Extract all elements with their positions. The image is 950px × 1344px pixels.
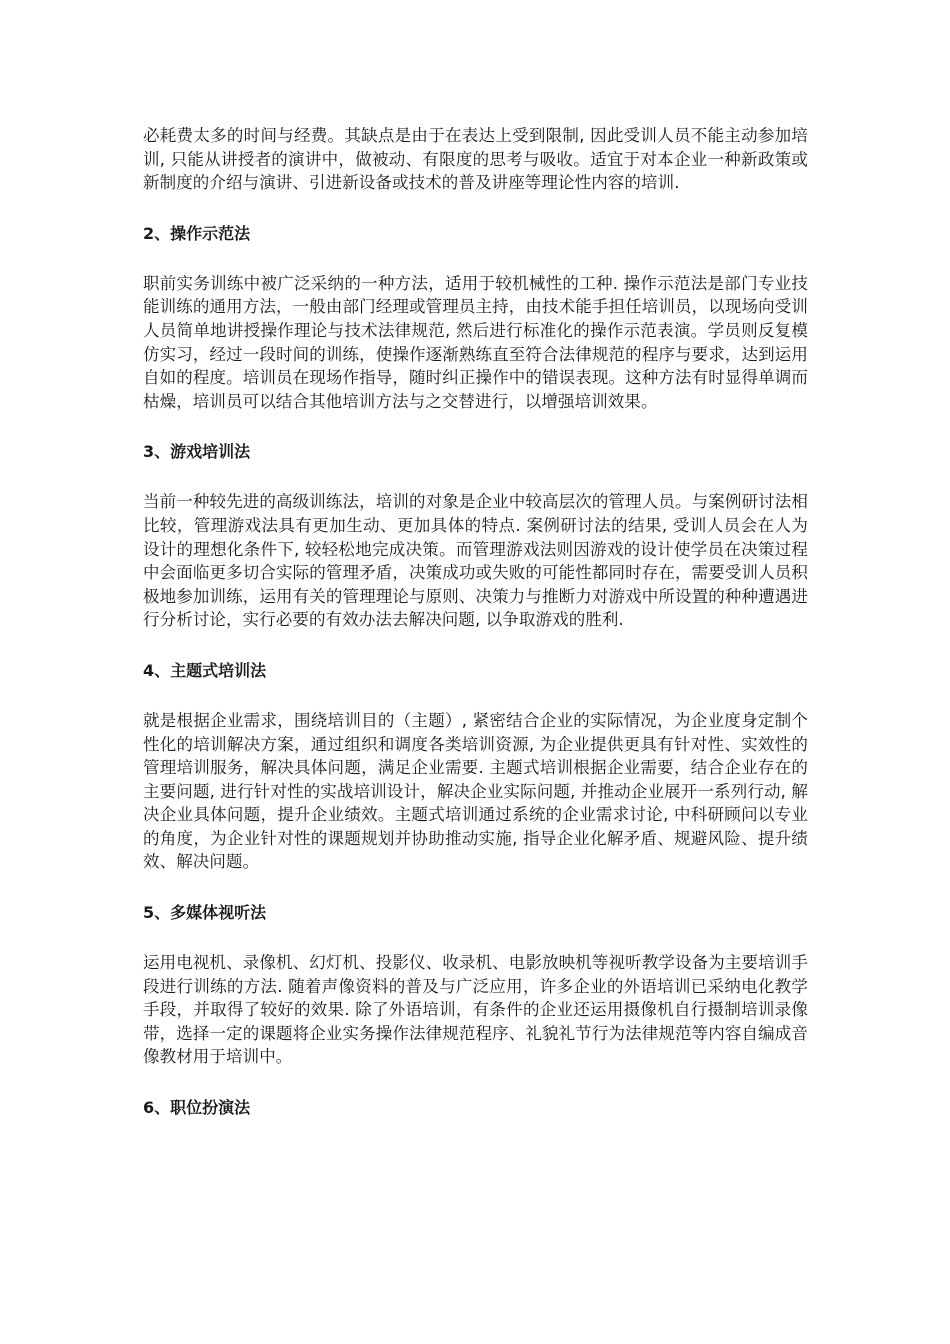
- heading-game-training-method: 3、游戏培训法: [143, 442, 251, 462]
- heading-operation-demo-method: 2、操作示范法: [143, 223, 251, 243]
- document-body: [143, 124, 808, 1119]
- paragraph-theme-training-method: 就是根据企业需求，围绕培训目的（主题）, 紧密结合企业的实际情况，为企业度身定制个性化的培训解决方案，通过组织和调度各类培训资源, 为企业提供更具有针对性、实效性的管理培训服务，解决具体问题，满足企业需要. 主题式培训根据企业需要，结合企业存在的主要问题, 进行针对性的实战培训设计，解决企业实际问题, 并推动企业展开一系列行动, 解决企业具体问题，提升企业绩效。主题式培训通过系统的企业需求讨论, 中科研顾问以专业的角度，为企业针对性的课题规划并协助推动实施, 指导企业化解矛盾、规避风险、提升绩效、解决问题。: [143, 710, 808, 872]
- heading-multimedia-method: 5、多媒体视听法: [143, 903, 267, 923]
- paragraph-multimedia-method: 运用电视机、录像机、幻灯机、投影仪、收录机、电影放映机等视听教学设备为主要培训手段进行训练的方法. 随着声像资料的普及与广泛应用，许多企业的外语培训已采纳电化教学手段，并取得了较好的效果. 除了外语培训，有条件的企业还运用摄像机自行摄制培训录像带，选择一定的课题将企业实务操作法律规范程序、礼貌礼节行为法律规范等内容自编成音像教材用于培训中。: [143, 953, 808, 1067]
- heading-theme-training-method: 4、主题式培训法: [143, 660, 267, 680]
- paragraph-lecture-method-continued: 必耗费太多的时间与经费。其缺点是由于在表达上受到限制, 因此受训人员不能主动参加培训, 只能从讲授者的演讲中，做被动、有限度的思考与吸收。适宜于对本企业一种新政策或新制度的介绍与演讲、引进新设备或技术的普及讲座等理论性内容的培训.: [143, 126, 808, 193]
- paragraph-operation-demo-method: 职前实务训练中被广泛采纳的一种方法，适用于较机械性的工种. 操作示范法是部门专业技能训练的通用方法，一般由部门经理或管理员主持，由技术能手担任培训员，以现场向受训人员简单地讲授操作理论与技术法律规范, 然后进行标准化的操作示范表演。学员则反复模仿实习，经过一段时间的训练，使操作逐渐熟练直至符合法律规范的程序与要求，达到运用自如的程度。培训员在现场作指导，随时纠正操作中的错误表现。这种方法有时显得单调而枯燥，培训员可以结合其他培训方法与之交替进行，以增强培训效果。: [143, 273, 808, 411]
- paragraph-game-training-method: 当前一种较先进的高级训练法，培训的对象是企业中较高层次的管理人员。与案例研讨法相比较，管理游戏法具有更加生动、更加具体的特点. 案例研讨法的结果, 受训人员会在人为设计的理想化条件下, 较轻松地完成决策。而管理游戏法则因游戏的设计使学员在决策过程中会面临更多切合实际的管理矛盾，决策成功或失败的可能性都同时存在，需要受训人员积极地参加训练，运用有关的管理理论与原则、决策力与推断力对游戏中所设置的种种遭遇进行分析讨论，实行必要的有效办法去解决问题, 以争取游戏的胜利.: [143, 492, 808, 630]
- heading-role-play-method: 6、职位扮演法: [143, 1098, 251, 1118]
